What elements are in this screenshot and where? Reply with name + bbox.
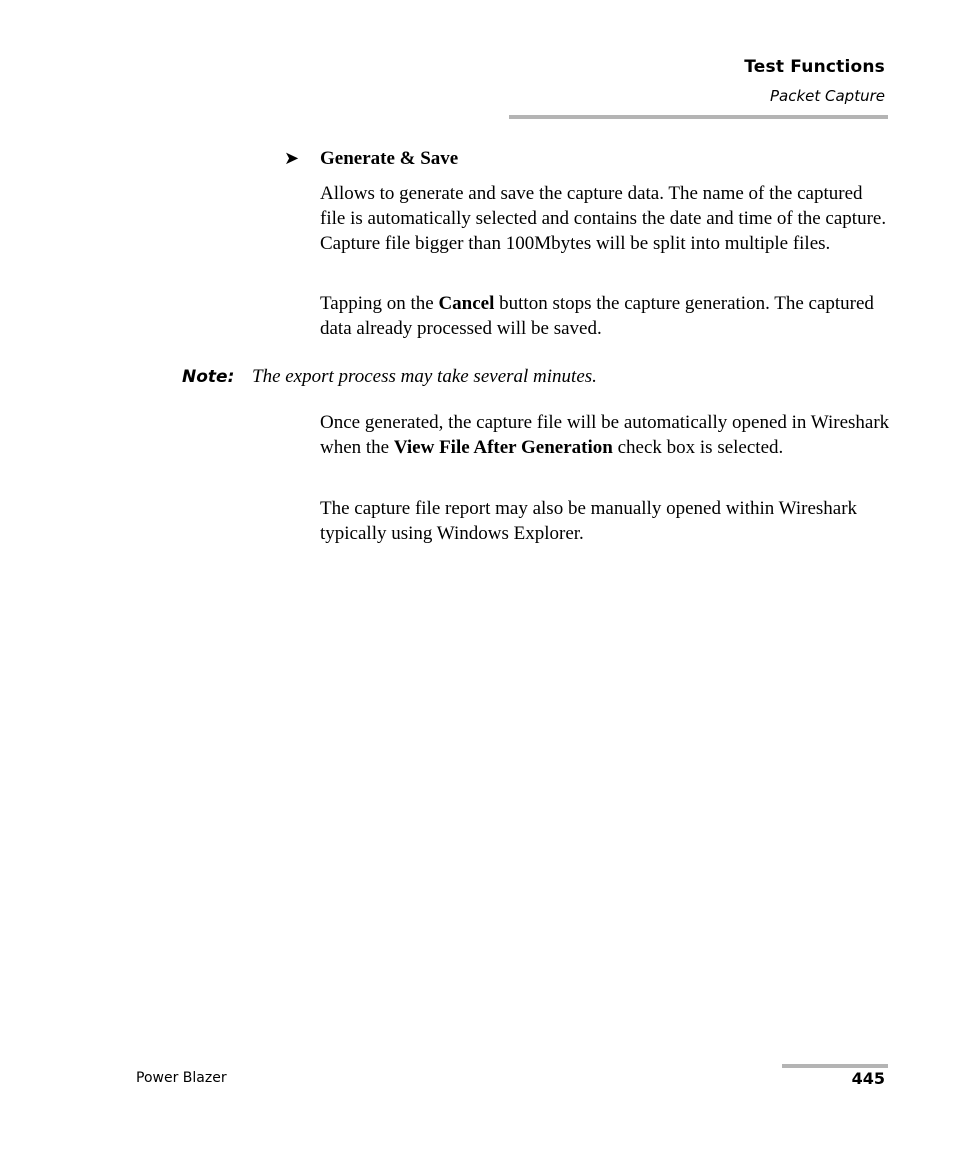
paragraph-cancel-text-after: button stops the capture generation. The captured data already processed will be saved. (320, 293, 874, 339)
footer-rule (782, 1064, 888, 1068)
section-heading: Generate & Save (320, 148, 459, 169)
paragraph-once-generated (320, 411, 890, 461)
paragraph-generate-description: Allows to generate and save the capture data. The name of the captured file is automatically selected and contains the date and time of the capture. Capture file bigger than 100Mbytes will be split into multiple files. (320, 183, 887, 254)
view-file-term: View File After Generation (393, 436, 613, 458)
page-number: 445 (851, 1069, 885, 1088)
paragraph-cancel (320, 292, 890, 342)
paragraph-once-generated-text-before: Once generated, the capture file will be automatically opened in Wireshark when the (320, 412, 890, 458)
cancel-term: Cancel (438, 293, 495, 314)
bullet-arrow-icon: ➤ (284, 148, 300, 169)
header-subtitle: Packet Capture (769, 87, 885, 105)
paragraph-once-generated-text-after: check box is selected. (612, 436, 784, 458)
note-label: Note: (182, 367, 235, 387)
note (182, 365, 882, 389)
paragraph-manual-open: The capture file report may also be manually opened within Wireshark typically using Windows Explorer. (320, 498, 858, 544)
header-rule (509, 115, 888, 119)
footer-product-name: Power Blazer (136, 1070, 227, 1086)
paragraph-cancel-text-before: Tapping on the (320, 293, 439, 314)
header-title: Test Functions (744, 57, 885, 77)
note-text: The export process may take several minutes. (252, 366, 597, 387)
